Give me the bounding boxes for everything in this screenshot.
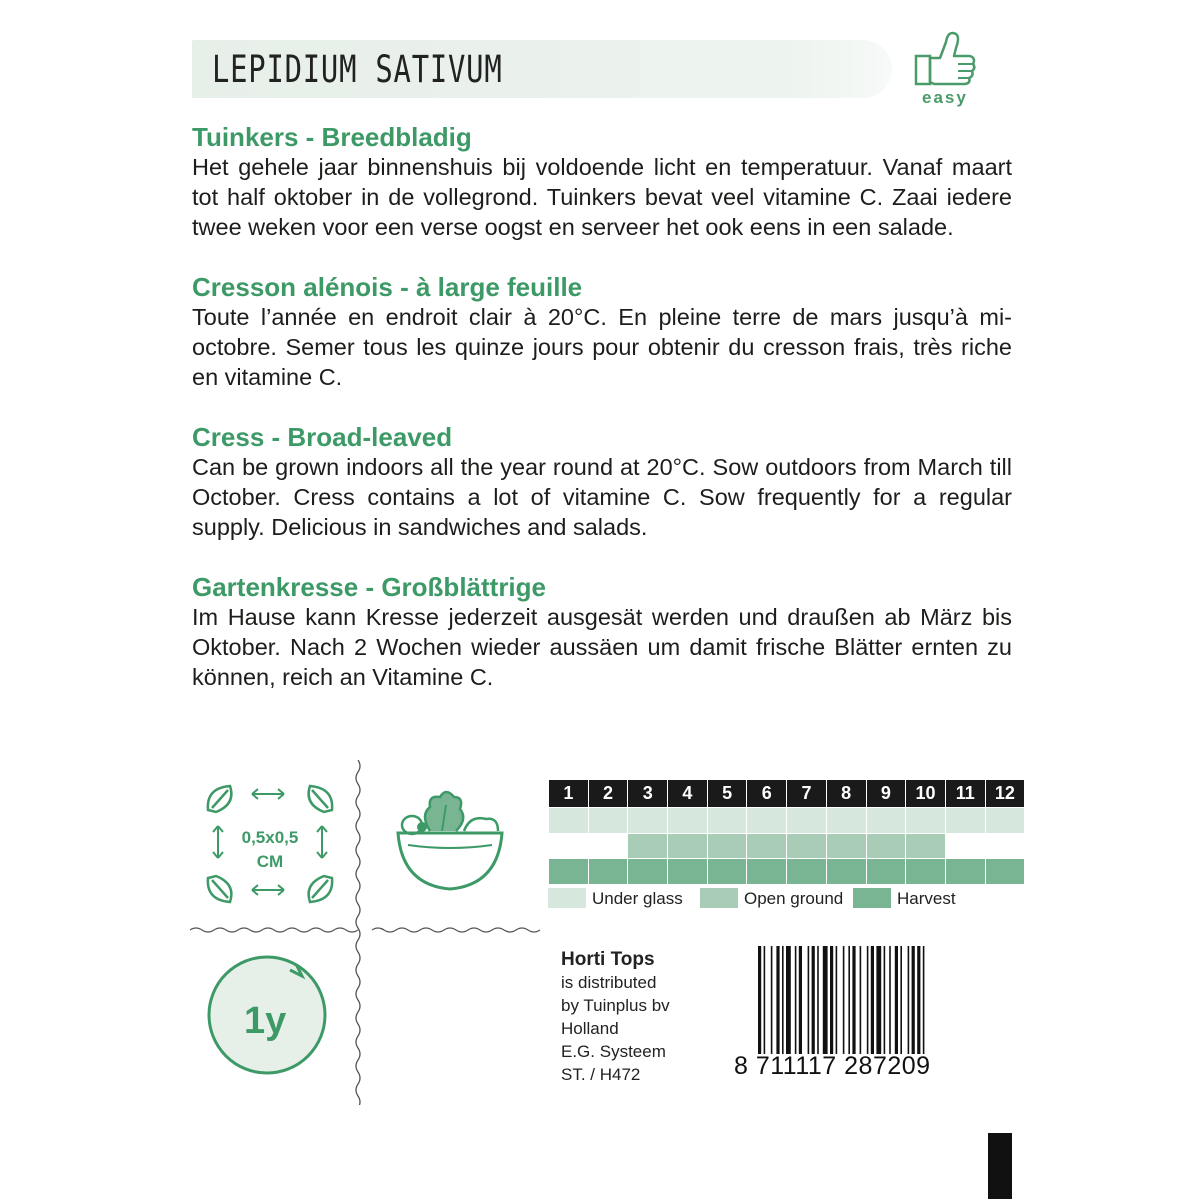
difficulty-badge: [910, 28, 980, 108]
calendar-cell: [826, 808, 866, 834]
calendar-cell: [747, 833, 787, 859]
section-title: Cresson alénois - à large feuille: [192, 272, 583, 302]
calendar-cell: [826, 833, 866, 859]
calendar-cell: [985, 833, 1025, 859]
month-cell: 5: [707, 780, 747, 808]
barcode-number: 8 711117 287209: [734, 1052, 931, 1080]
calendar-cell: [945, 808, 985, 834]
spacing-unit: CM: [256, 852, 284, 871]
latin-name: LEPIDIUM SATIVUM: [212, 48, 503, 91]
legend-swatch: [548, 888, 586, 908]
barcode-bar: [889, 946, 891, 1054]
calendar-cell: [906, 808, 946, 834]
calendar-cell: [707, 833, 747, 859]
calendar-row-harvest: [549, 859, 1025, 885]
section-body: Het gehele jaar binnenshuis bij voldoende licht en temperatuur. Vanaf maart tot half oktober in de vollegrond. Tuinkers bevat veel vitamine C. Zaai iedere twee weken voor een verse oogst en serveer het ook eens in een salade.: [192, 154, 1012, 240]
month-cell: 12: [985, 780, 1025, 808]
calendar-cell: [707, 859, 747, 885]
month-cell: 2: [588, 780, 628, 808]
barcode-bar: [799, 946, 802, 1054]
barcode-bar: [823, 946, 828, 1054]
section-nl: [192, 122, 1012, 242]
barcode-bar: [830, 946, 833, 1054]
barcode-bar: [871, 946, 874, 1054]
barcode-bar: [884, 946, 886, 1054]
calendar-cell: [668, 833, 708, 859]
calendar-cell: [588, 808, 628, 834]
barcode-bar: [795, 946, 797, 1054]
legend-swatch: [853, 888, 891, 908]
calendar-cell: [985, 808, 1025, 834]
calendar-cell: [906, 859, 946, 885]
section-body: Toute l’année en endroit clair à 20°C. En pleine terre de mars jusqu’à mi-octobre. Semer tous les quinze jours pour obtenir du cresson frais, très riche en vitamine C.: [192, 304, 1012, 390]
calendar-cell: [628, 833, 668, 859]
calendar-cell: [866, 808, 906, 834]
difficulty-label: easy: [922, 88, 968, 107]
section-de: [192, 572, 1012, 692]
barcode-bar: [843, 946, 845, 1054]
barcode-bar: [776, 946, 779, 1054]
barcode-bar: [923, 946, 925, 1054]
sowing-calendar: [548, 779, 1025, 885]
barcode-bar: [836, 946, 838, 1054]
calendar-cell: [628, 859, 668, 885]
spacing-value: 0,5x0,5: [241, 828, 299, 847]
calendar-cell: [945, 859, 985, 885]
section-fr: [192, 272, 1012, 392]
section-body: Im Hause kann Kresse jederzeit ausgesät werden und draußen ab März bis Oktober. Nach 2 Wochen wieder aussäen um damit frische Blätter ernten zu können, reich an Vitamine C.: [192, 604, 1012, 690]
calendar-cell: [668, 808, 708, 834]
calendar-cell: [866, 859, 906, 885]
legend-label: Under glass: [592, 889, 683, 908]
calendar-cell: [668, 859, 708, 885]
barcode-bar: [900, 946, 902, 1054]
thumbs-up-icon: [910, 28, 980, 90]
legend-swatch: [700, 888, 738, 908]
month-cell: 4: [668, 780, 708, 808]
distributor-line: ST. / H472: [561, 1065, 641, 1084]
calendar-cell: [588, 833, 628, 859]
barcode-bar: [817, 946, 819, 1054]
calendar-cell: [787, 859, 827, 885]
section-en: [192, 422, 1012, 542]
calendar-cell: [787, 808, 827, 834]
barcode: [756, 946, 1000, 1054]
barcode-bar: [848, 946, 850, 1054]
calendar-cell: [549, 808, 589, 834]
calendar-cell: [945, 833, 985, 859]
calendar-cell: [866, 833, 906, 859]
salad-bowl-icon: [390, 785, 510, 897]
barcode-bar: [758, 946, 761, 1054]
calendar-cell: [747, 808, 787, 834]
month-cell: 10: [906, 780, 946, 808]
calendar-cell: [985, 859, 1025, 885]
section-title: Cress - Broad-leaved: [192, 422, 453, 452]
barcode-bar: [852, 946, 855, 1054]
cycle-label: 1y: [244, 1000, 287, 1042]
distributor-line: E.G. Systeem: [561, 1042, 666, 1061]
brand-name: Horti Tops: [561, 949, 655, 970]
calendar-cell: [826, 859, 866, 885]
barcode-bar: [771, 946, 773, 1054]
barcode-bar: [917, 946, 920, 1054]
barcode-bar: [912, 946, 915, 1054]
section-body: Can be grown indoors all the year round at 20°C. Sow outdoors from March till October. Cress contains a lot of vitamine C. Sow frequently for a regular supply. Delicious in sandwiches and salads.: [192, 454, 1012, 540]
calendar-row-under-glass: [549, 808, 1025, 834]
month-cell: 7: [787, 780, 827, 808]
month-cell: 8: [826, 780, 866, 808]
barcode-bar: [782, 946, 784, 1054]
barcode-bar: [786, 946, 791, 1054]
month-cell: 9: [866, 780, 906, 808]
print-mark: [988, 1133, 1012, 1199]
calendar-cell: [549, 859, 589, 885]
calendar-cell: [628, 808, 668, 834]
calendar-month-row: [549, 780, 1025, 808]
barcode-bar: [812, 946, 815, 1054]
barcode-bar: [876, 946, 881, 1054]
calendar-row-open-ground: [549, 833, 1025, 859]
section-title: Gartenkresse - Großblättrige: [192, 572, 546, 602]
barcode-bar: [764, 946, 766, 1054]
calendar-cell: [787, 833, 827, 859]
calendar-cell: [588, 859, 628, 885]
calendar-cell: [707, 808, 747, 834]
distributor-line: is distributed: [561, 973, 657, 992]
month-cell: 1: [549, 780, 589, 808]
calendar-cell: [747, 859, 787, 885]
month-cell: 3: [628, 780, 668, 808]
legend-label: Open ground: [744, 889, 844, 908]
barcode-bar: [895, 946, 898, 1054]
calendar-cell: [549, 833, 589, 859]
barcode-bar: [808, 946, 810, 1054]
section-title: Tuinkers - Breedbladig: [192, 122, 472, 152]
spacing-label: [230, 826, 310, 874]
barcode-bar: [867, 946, 869, 1054]
month-cell: 6: [747, 780, 787, 808]
distributor-line: by Tuinplus bv: [561, 996, 670, 1015]
distributor-line: Holland: [561, 1019, 619, 1038]
barcode-bar: [908, 946, 910, 1054]
calendar-cell: [906, 833, 946, 859]
legend-label: Harvest: [897, 889, 956, 908]
barcode-bar: [860, 946, 862, 1054]
distributor-info: [561, 948, 670, 1086]
month-cell: 11: [945, 780, 985, 808]
